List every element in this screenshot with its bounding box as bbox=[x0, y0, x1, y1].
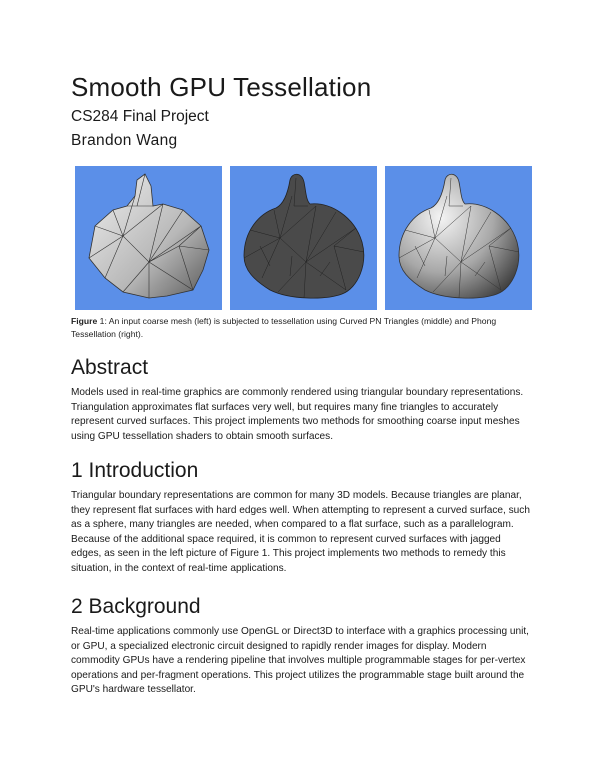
bunny-phong-tessellation-image bbox=[385, 166, 532, 310]
page-title: Smooth GPU Tessellation bbox=[71, 72, 372, 102]
figure-panel-coarse-mesh bbox=[75, 166, 222, 310]
page-subtitle: CS284 Final Project bbox=[71, 108, 209, 125]
figure-caption bbox=[71, 315, 533, 341]
introduction-paragraph: Triangular boundary representations are common for many 3D models. Because triangles are planar, they represent flat surfaces with hard edges well. When attempting to represent a curved surface, such as a sphere, many triangles are needed, when compared to a flat surface, such as a parallelogram. Because of the additional space required, it is common to represent curved surfaces with jagged edges, as seen in the left picture of Figure 1. This project implements two methods to remedy this situation, in the context of real-time applications. bbox=[71, 490, 530, 574]
bunny-pn-triangles-image bbox=[230, 166, 377, 310]
section-heading-introduction: 1 Introduction bbox=[71, 459, 199, 482]
abstract-paragraph: Models used in real-time graphics are commonly rendered using triangular boundary representations. Triangulation approximates flat surfaces very well, but requires many fine triangles to accurately represent curved surfaces. This project implements two methods for smoothing coarse input meshes using GPU tessellation shaders to obtain smooth surfaces. bbox=[71, 387, 524, 442]
section-heading-background: 2 Background bbox=[71, 595, 201, 618]
figure-caption-text: : An input coarse mesh (left) is subjected to tessellation using Curved PN Triangles (middle) and Phong Tessellation (right). bbox=[71, 316, 497, 339]
figure-panel-phong-tessellation bbox=[385, 166, 532, 310]
figure-label: Figure bbox=[71, 316, 98, 326]
figure-1 bbox=[75, 166, 531, 310]
figure-panel-pn-triangles bbox=[230, 166, 377, 310]
section-heading-abstract: Abstract bbox=[71, 356, 149, 379]
background-paragraph: Real-time applications commonly use OpenGL or Direct3D to interface with a graphics processing unit, or GPU, a specialized electronic circuit designed to rapidly render images for display. Modern commodity GPUs have a rendering pipeline that involves multiple programmable stages for per-vertex operations and per-fragment operations. This project utilizes the programmable stage built around the GPU's hardware tessellator. bbox=[71, 626, 529, 696]
author-name: Brandon Wang bbox=[71, 132, 178, 149]
figure-number: 1 bbox=[97, 316, 105, 326]
bunny-coarse-mesh-image bbox=[75, 166, 222, 310]
